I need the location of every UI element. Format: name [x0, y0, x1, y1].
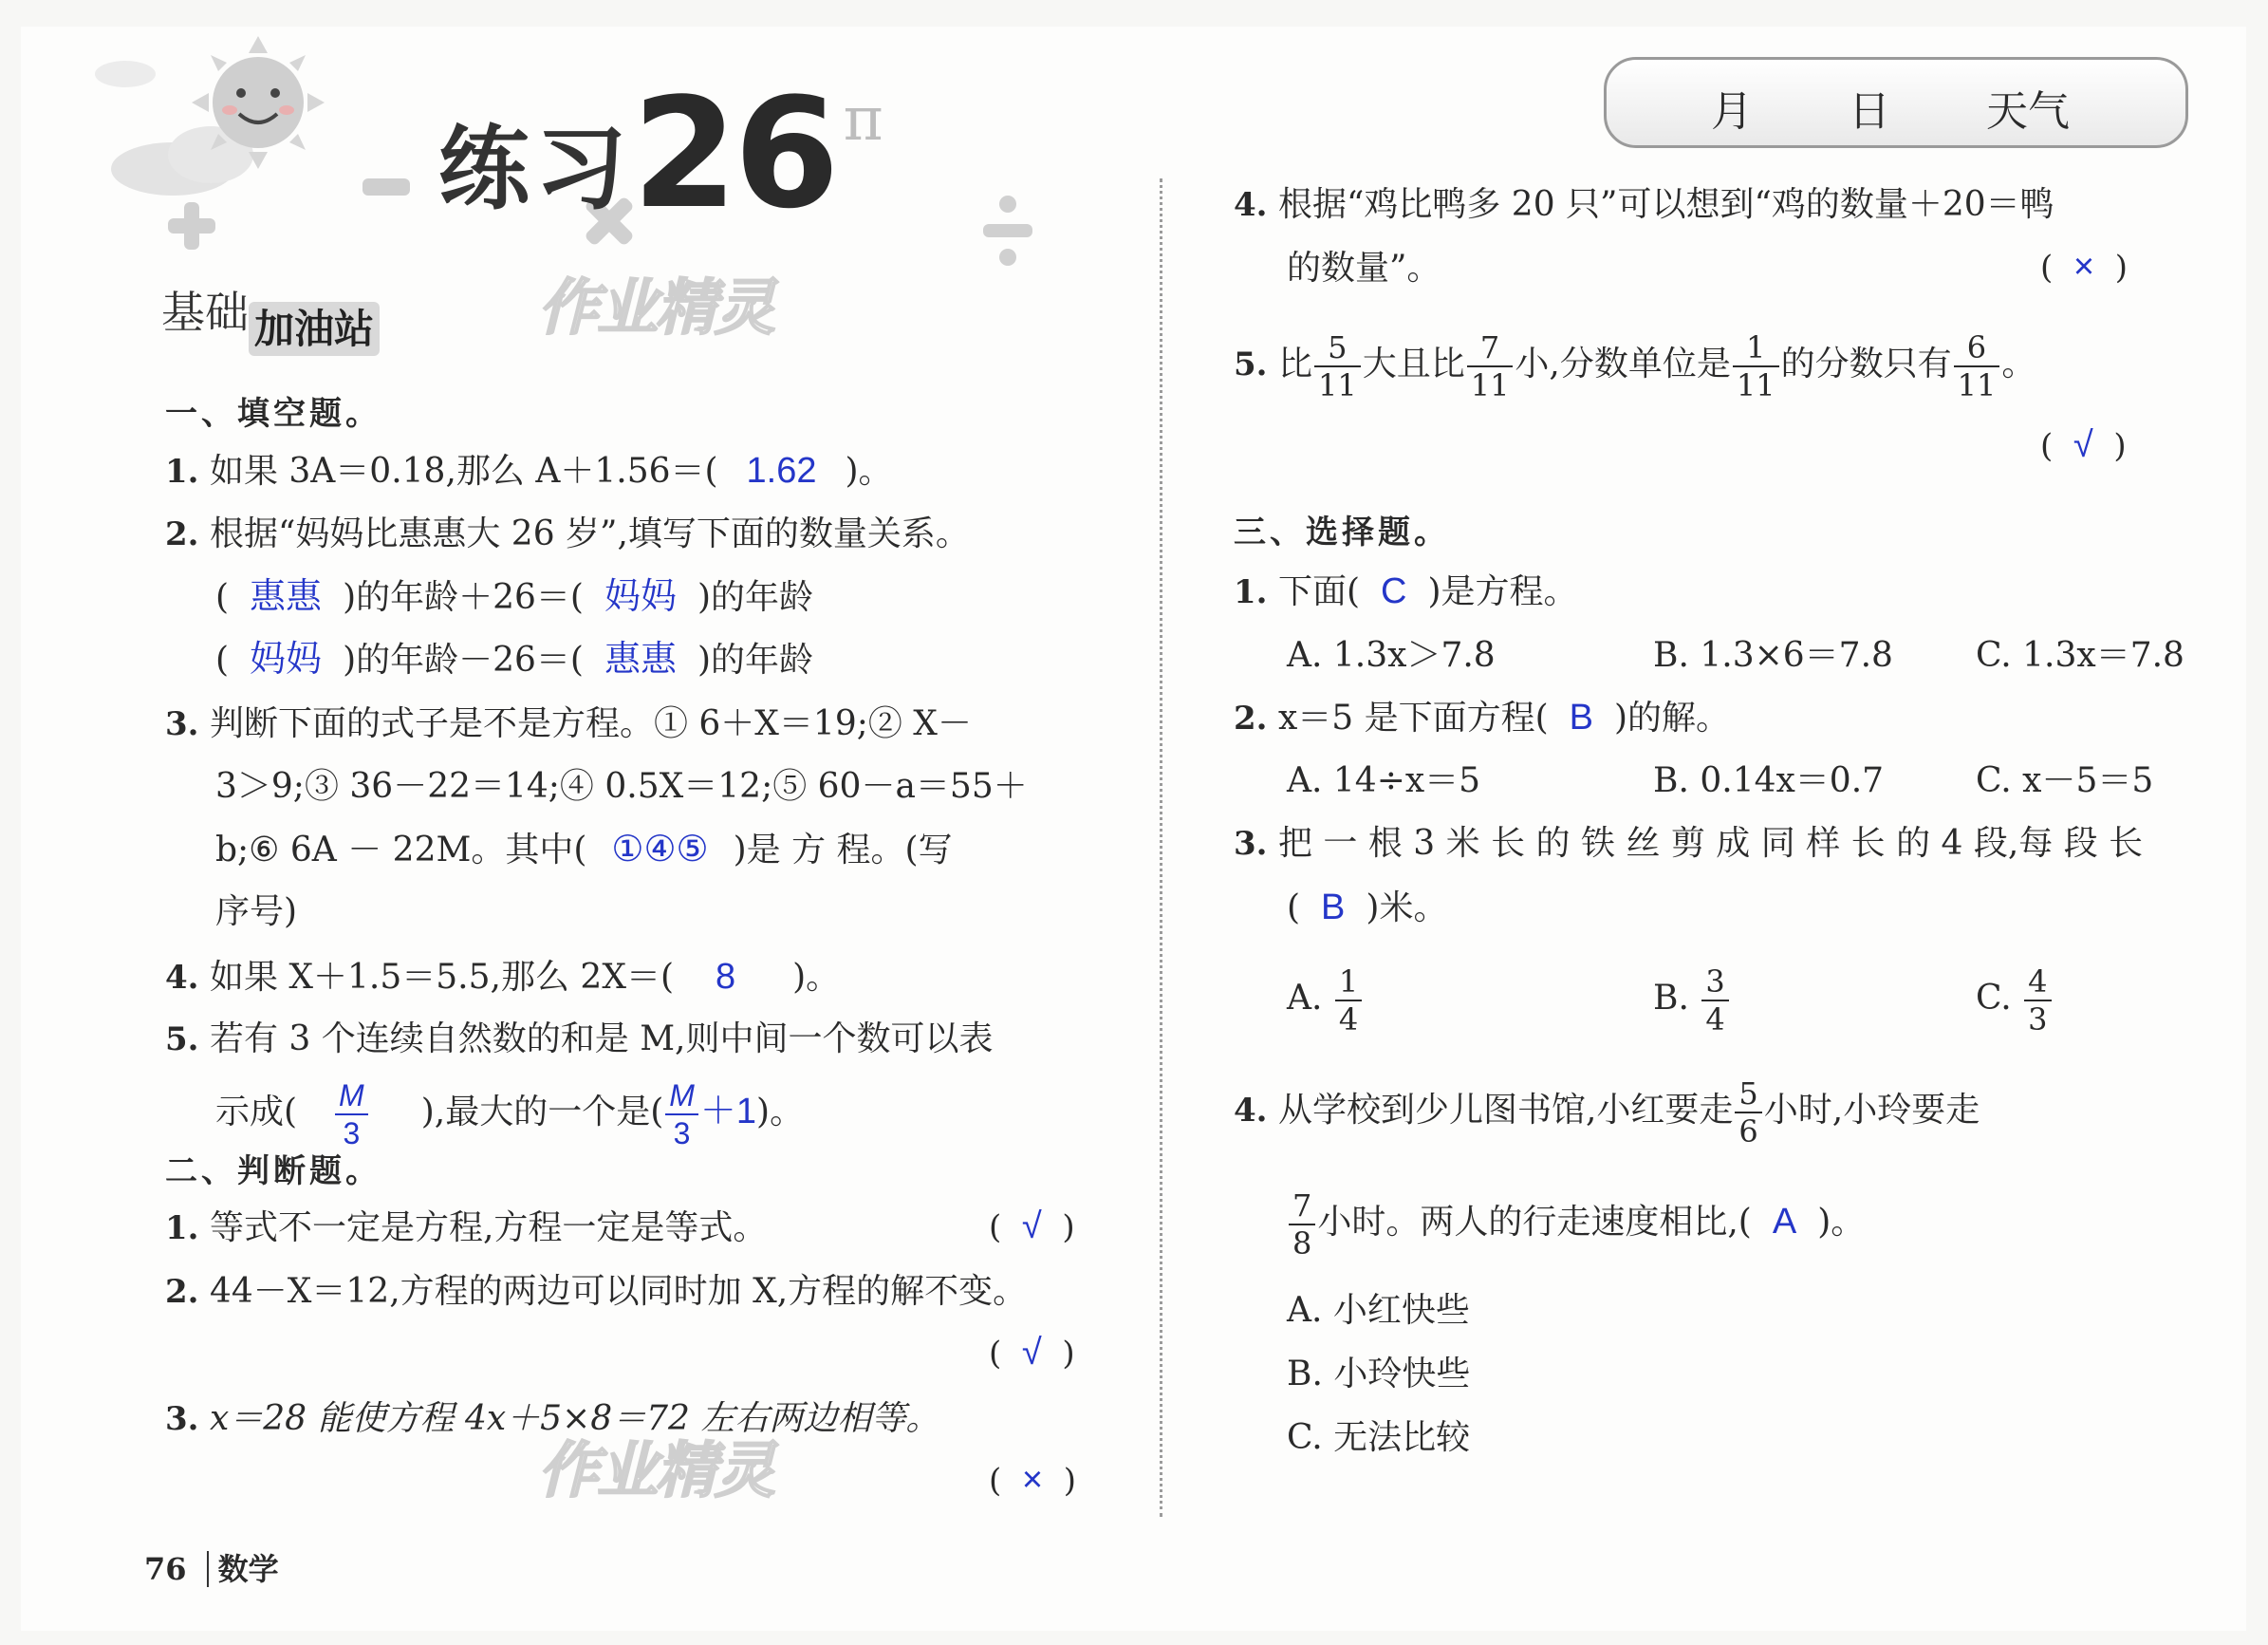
badge-part1: 基础 — [161, 287, 249, 338]
pi-symbol: π — [843, 84, 883, 155]
choice-2-option-a: A. 14÷x＝5 — [1287, 761, 1481, 800]
divide-icon — [979, 193, 1036, 269]
judge-question-3: 3. x＝28 能使方程 4x＋5×8＝72 左右两边相等。 — [165, 1399, 940, 1438]
fill-question-2-line-1: ( 惠惠 )的年龄＋26＝( 妈妈 )的年龄 — [215, 577, 814, 617]
fill-question-5: 5. 若有 3 个连续自然数的和是 M,则中间一个数可以表 — [165, 1019, 994, 1058]
judge-mark-5: ( √ ) — [2040, 425, 2127, 465]
title-text: 练习 — [438, 116, 632, 222]
choice-question-3: 3. 把 一 根 3 米 长 的 铁 丝 剪 成 同 样 长 的 4 段,每 段 长 — [1234, 824, 2144, 863]
fill-question-2: 2. 根据“妈妈比惠惠大 26 岁”,填写下面的数量关系。 — [165, 514, 970, 553]
choice-4-option-b: B. 小玲快些 — [1287, 1355, 1471, 1393]
judge-question-1: 1. 等式不一定是方程,方程一定是等式。 — [165, 1208, 768, 1247]
watermark-top: 作业精灵 — [538, 273, 773, 344]
choice-question-4-line-2: $\frac{7}{8}$ 小时。两人的行走速度相比,( A )。 — [1287, 1190, 1865, 1259]
fill-question-5-line-2: 示成( $\frac{M}{3}$ ),最大的一个是( $\frac{M}{3}$ ＋1)。 — [215, 1078, 805, 1150]
answer-1: 1.62 — [746, 451, 817, 491]
judge-mark-3: ( × ) — [989, 1460, 1076, 1500]
section-badge — [161, 278, 380, 352]
judge-mark-2: ( √ ) — [989, 1333, 1075, 1373]
judge-question-2: 2. 44－X＝12,方程的两边可以同时加 X,方程的解不变。 — [165, 1272, 1028, 1311]
page-number: 76 — [144, 1551, 187, 1587]
choice-3-option-c: C. $\frac{4}{3}$ — [1976, 966, 2054, 1035]
fill-blank-heading: 一、填空题。 — [165, 395, 381, 433]
judge-mark-1: ( √ ) — [989, 1206, 1075, 1246]
choice-1-option-a: A. 1.3x＞7.8 — [1287, 636, 1496, 675]
day-label: 日 — [1849, 87, 1890, 136]
fill-question-3-line-2: 3＞9;③ 36－22＝14;④ 0.5X＝12;⑤ 60－a＝55＋ — [215, 767, 1028, 806]
choice-question-4: 4. 从学校到少儿图书馆,小红要走 $\frac{5}{6}$ 小时,小玲要走 — [1234, 1075, 1980, 1150]
choice-2-option-b: B. 0.14x＝0.7 — [1653, 761, 1885, 800]
judge-question-4: 4. 根据“鸡比鸭多 20 只”可以想到“鸡的数量＋20＝鸭 — [1234, 185, 2054, 224]
watermark-bottom: 作业精灵 — [538, 1436, 773, 1506]
sun-cloud-decoration — [78, 36, 457, 235]
weather-label: 天气 — [1986, 87, 2070, 136]
choice-1-option-c: C. 1.3x＝7.8 — [1976, 636, 2184, 675]
judge-heading: 二、判断题。 — [165, 1152, 381, 1190]
choice-heading: 三、选择题。 — [1234, 514, 1450, 551]
page-title — [438, 65, 883, 242]
fill-question-3-line-4: 序号) — [215, 892, 298, 931]
fill-question-3: 3. 判断下面的式子是不是方程。① 6＋X＝19;② X－ — [165, 704, 972, 743]
choice-3-option-b: B. $\frac{3}{4}$ — [1653, 966, 1731, 1035]
choice-4-option-a: A. 小红快些 — [1287, 1291, 1470, 1330]
choice-question-1: 1. 下面( C )是方程。 — [1234, 571, 1578, 611]
plus-icon — [163, 197, 220, 254]
choice-question-3-line-2: ( B )米。 — [1287, 888, 1448, 927]
workbook-page — [21, 27, 2246, 1631]
column-divider — [1160, 178, 1162, 1517]
page-footer — [144, 1545, 279, 1589]
judge-question-5: 5. 比 $\frac{5}{11}$ 大且比 $\frac{7}{11}$ 小,分数单位是 $\frac{1}{11}$ 的分数只有 $\frac{6}{11}$ 。 — [1234, 329, 2036, 403]
fill-question-1: 1. 如果 3A＝0.18,那么 A＋1.56＝( 1.62 )。 — [165, 451, 893, 491]
judge-question-4-line-2: 的数量”。 — [1287, 249, 1441, 288]
fill-question-2-line-2: ( 妈妈 )的年龄－26＝( 惠惠 )的年龄 — [215, 640, 814, 680]
choice-question-2: 2. x＝5 是下面方程( B )的解。 — [1234, 698, 1731, 738]
judge-mark-4: ( × ) — [2040, 247, 2128, 287]
date-weather-box — [1604, 57, 2188, 148]
choice-2-option-c: C. x－5＝5 — [1976, 761, 2154, 800]
fill-question-3-line-3: b;⑥ 6A － 22M。其中( ①④⑤ )是 方 程。(写 — [215, 830, 953, 869]
title-number: 26 — [632, 65, 836, 242]
choice-1-option-b: B. 1.3×6＝7.8 — [1653, 636, 1893, 675]
subject-label: 数学 — [217, 1551, 279, 1587]
choice-3-option-a: A. $\frac{1}{4}$ — [1287, 966, 1364, 1035]
fill-question-4: 4. 如果 X＋1.5＝5.5,那么 2X＝( 8 )。 — [165, 957, 841, 997]
choice-4-option-c: C. 无法比较 — [1287, 1418, 1471, 1457]
badge-part2: 加油站 — [249, 302, 380, 356]
month-label: 月 — [1711, 87, 1753, 136]
